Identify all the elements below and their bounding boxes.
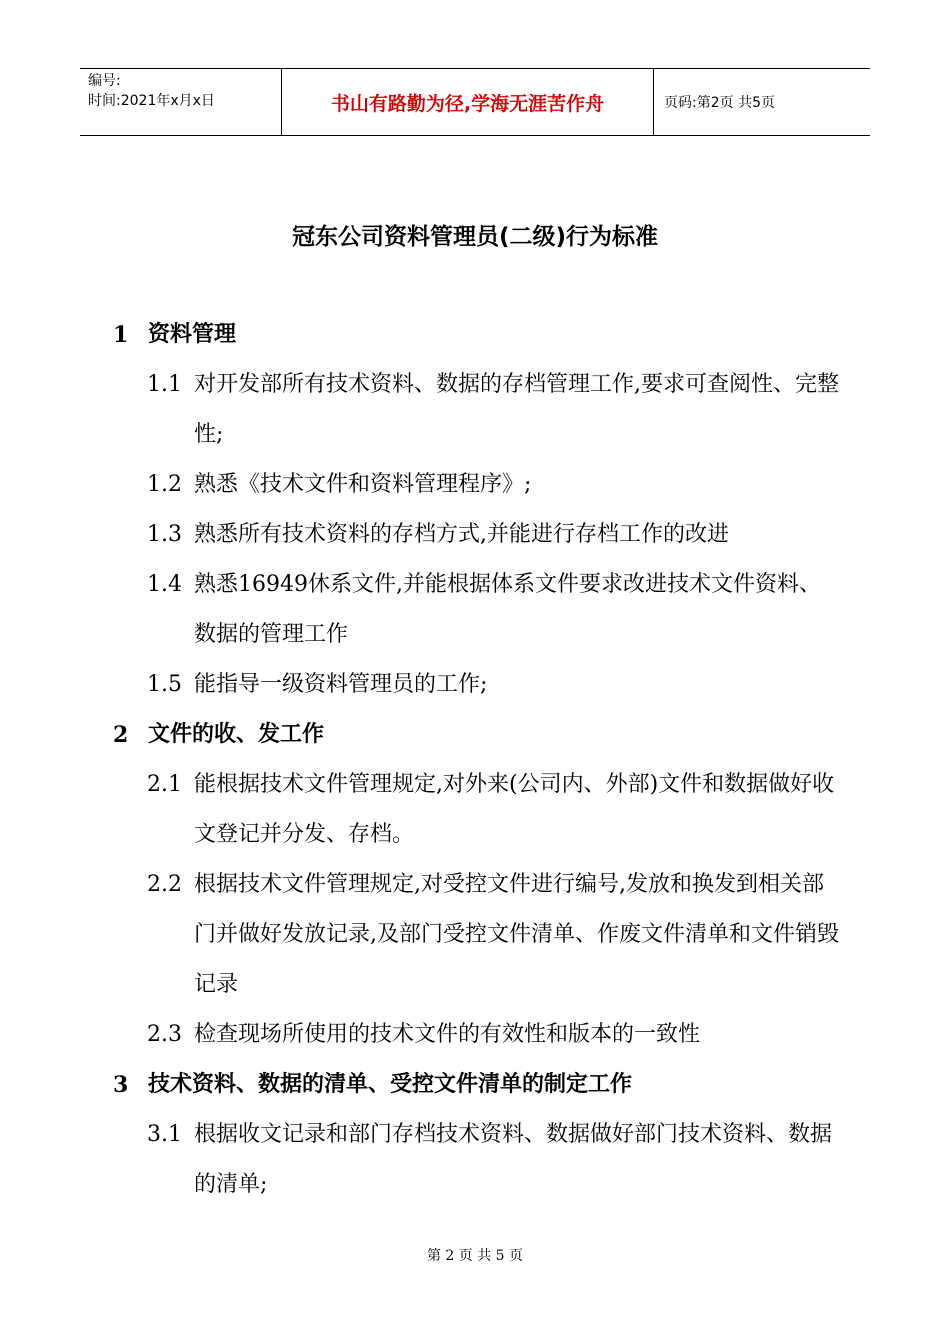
header-motto-cell bbox=[281, 69, 654, 135]
section-heading bbox=[0, 310, 950, 360]
item-number: 3.1 bbox=[147, 1122, 182, 1147]
list-item bbox=[0, 660, 950, 710]
header-left-cell bbox=[80, 69, 281, 135]
item-number: 1.1 bbox=[147, 372, 182, 397]
item-text: 根据收文记录和部门存档技术资料、数据做好部门技术资料、数据的清单; bbox=[194, 1122, 833, 1197]
list-item bbox=[0, 860, 950, 1010]
item-number: 1.3 bbox=[147, 522, 182, 547]
item-text: 熟悉所有技术资料的存档方式,并能进行存档工作的改进 bbox=[194, 522, 729, 547]
item-number: 1.2 bbox=[147, 472, 182, 497]
list-item bbox=[0, 1010, 950, 1060]
item-text: 能根据技术文件管理规定,对外来(公司内、外部)文件和数据做好收文登记并分发、存档。 bbox=[194, 772, 835, 847]
item-text: 检查现场所使用的技术文件的有效性和版本的一致性 bbox=[194, 1022, 701, 1047]
document-title: 冠东公司资料管理员(二级)行为标准 bbox=[291, 224, 659, 250]
list-item bbox=[0, 560, 950, 660]
page-footer: 第 2 页 共 5 页 bbox=[426, 1248, 524, 1264]
header-motto: 书山有路勤为径,学海无涯苦作舟 bbox=[330, 92, 605, 115]
item-number: 1.5 bbox=[147, 672, 182, 697]
item-text: 熟悉《技术文件和资料管理程序》; bbox=[194, 472, 532, 497]
document-number-label: 编号: bbox=[88, 73, 121, 89]
header-page-info: 页码:第2页 共5页 bbox=[664, 95, 775, 111]
item-number: 2.2 bbox=[147, 872, 182, 897]
document-time-label: 时间:2021年x月x日 bbox=[88, 93, 215, 109]
document-body bbox=[0, 310, 950, 1210]
header-table bbox=[80, 68, 870, 136]
item-number: 1.4 bbox=[147, 572, 182, 597]
list-item bbox=[0, 760, 950, 860]
section-title: 文件的收、发工作 bbox=[148, 722, 325, 747]
header-page-cell bbox=[654, 69, 870, 135]
list-item bbox=[0, 510, 950, 560]
section-number: 3 bbox=[113, 1072, 129, 1098]
list-item bbox=[0, 1110, 950, 1210]
item-number: 2.1 bbox=[147, 772, 182, 797]
item-text: 能指导一级资料管理员的工作; bbox=[194, 672, 488, 697]
section-title: 技术资料、数据的清单、受控文件清单的制定工作 bbox=[148, 1072, 633, 1097]
section-heading bbox=[0, 1060, 950, 1110]
section-number: 2 bbox=[113, 722, 129, 748]
item-number: 2.3 bbox=[147, 1022, 182, 1047]
section-title: 资料管理 bbox=[148, 322, 237, 347]
section-number: 1 bbox=[113, 322, 129, 348]
list-item bbox=[0, 360, 950, 460]
item-text: 对开发部所有技术资料、数据的存档管理工作,要求可查阅性、完整性; bbox=[194, 372, 839, 447]
item-text: 根据技术文件管理规定,对受控文件进行编号,发放和换发到相关部门并做好发放记录,及部门受控文件清单、作废文件清单和文件销毁记录 bbox=[194, 872, 839, 997]
item-text: 熟悉16949休系文件,并能根据体系文件要求改进技术文件资料、数据的管理工作 bbox=[194, 572, 821, 647]
section-heading bbox=[0, 710, 950, 760]
list-item bbox=[0, 460, 950, 510]
